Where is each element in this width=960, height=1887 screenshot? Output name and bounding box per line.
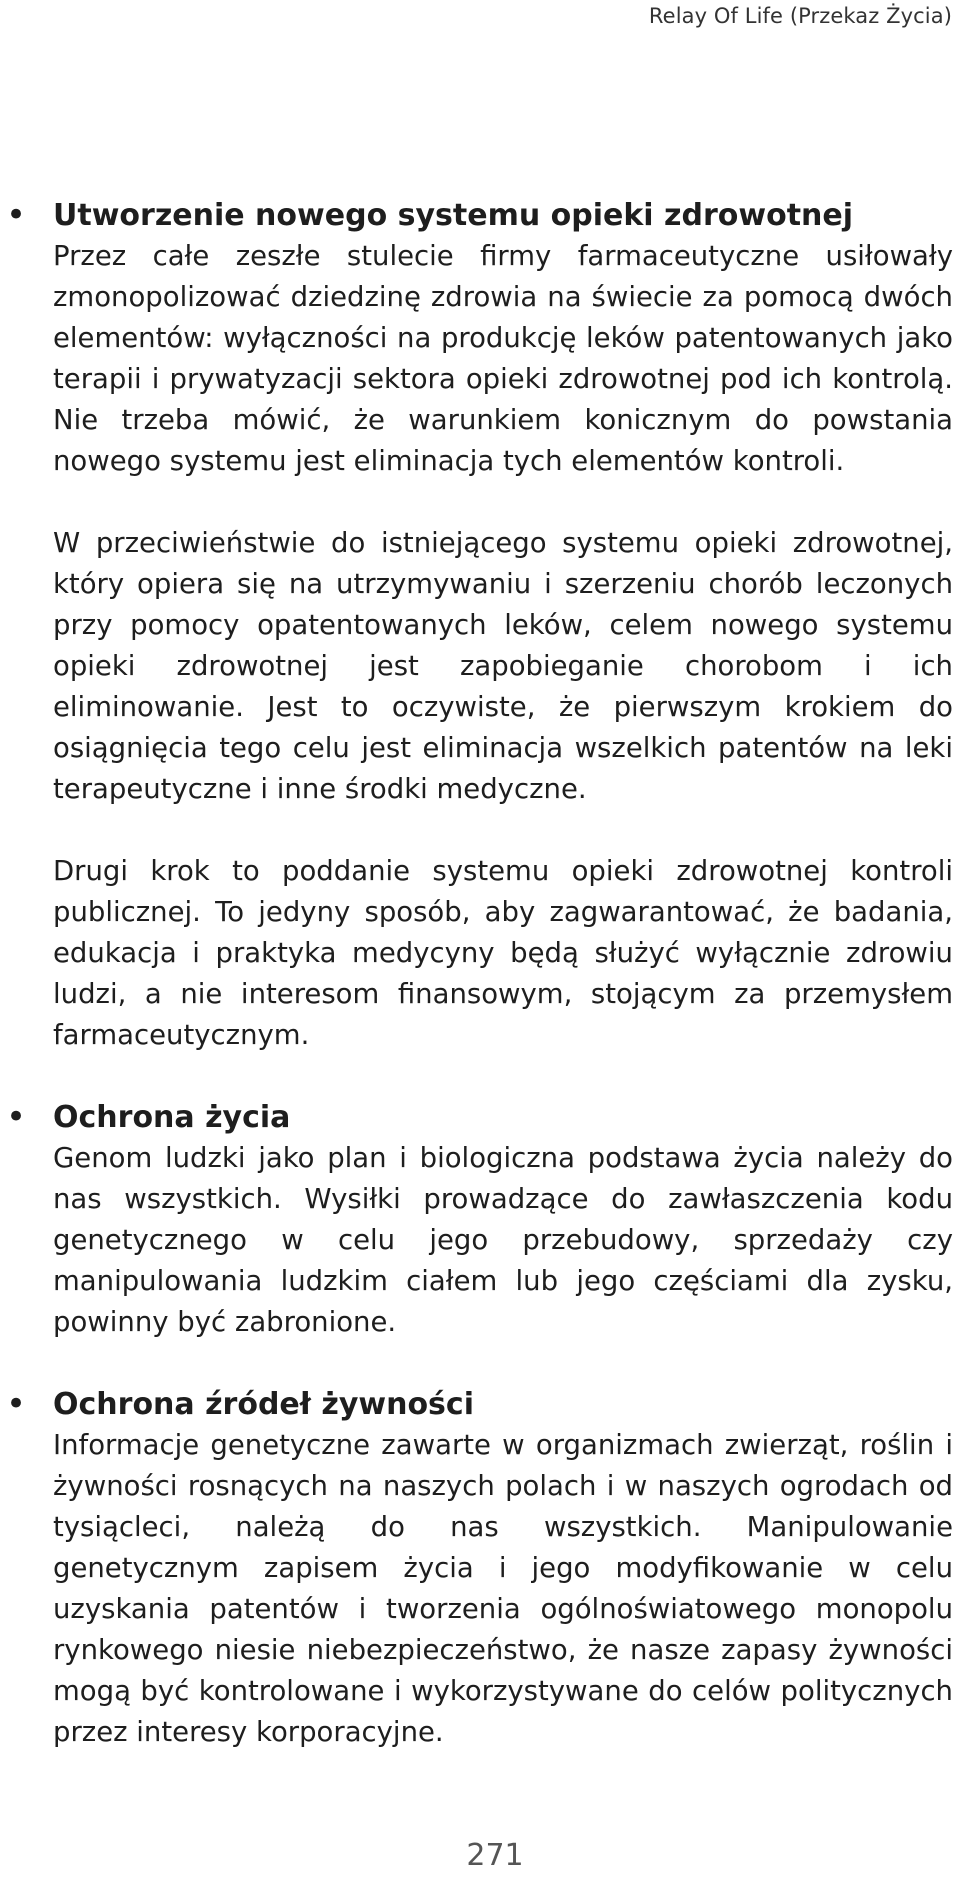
section-food-sources-protection <box>6 1384 953 1753</box>
paragraph: W przeciwieństwie do istniejącego systemu opieki zdrowotnej, który opiera się na utrzymywaniu i szerzeniu chorób leczonych przy pomocy opatentowanych leków, celem nowego systemu opieki zdrowotnej jest zapobieganie chorobom i ich eliminowanie. Jest to oczywiste, że pierwszym krokiem do osiągnięcia tego celu jest eliminacja wszelkich patentów na leki terapeutyczne i inne środki medyczne. <box>53 527 953 805</box>
bullet-icon: • <box>6 195 27 235</box>
running-header: Relay Of Life (Przekaz Życia) <box>648 4 952 28</box>
section-title: Ochrona życia <box>53 1100 291 1135</box>
paragraph: Informacje genetyczne zawarte w organizmach zwierząt, roślin i żywności rosnących na naszych polach i w naszych ogrodach od tysiącleci, należą do nas wszystkich. Manipulowanie genetycznym zapisem życia i jego modyfikowanie w celu uzyskania patentów i tworzenia ogólnoświatowego monopolu rynkowego niesie niebezpieczeństwo, że nasze zapasy żywności mogą być kontrolowane i wykorzystywane do celów politycznych przez interesy korporacyjne. <box>53 1429 953 1748</box>
section-protection-of-life <box>6 1097 953 1343</box>
paragraph: Przez całe zeszłe stulecie firmy farmaceutyczne usiłowały zmonopolizować dziedzinę zdrowia na świecie za pomocą dwóch elementów: wyłączności na produkcję leków patentowanych jako terapii i prywatyzacji sektora opieki zdrowotnej pod ich kontrolą. Nie trzeba mówić, że warunkiem konicznym do powstania nowego systemu jest eliminacja tych elementów kontroli. <box>53 240 953 477</box>
page-content <box>6 195 953 1794</box>
paragraph: Genom ludzki jako plan i biologiczna podstawa życia należy do nas wszystkich. Wysiłki prowadzące do zawłaszczenia kodu genetycznego w celu jego przebudowy, sprzedaży czy manipulowania ludzkim ciałem lub jego częściami dla zysku, powinny być zabronione. <box>53 1142 953 1338</box>
page-number: 271 <box>466 1838 524 1873</box>
section-new-healthcare-system <box>6 195 953 1056</box>
bullet-icon: • <box>6 1384 27 1424</box>
bullet-icon: • <box>6 1097 27 1137</box>
section-title: Ochrona źródeł żywności <box>53 1387 474 1422</box>
section-title: Utworzenie nowego systemu opieki zdrowotnej <box>53 198 854 233</box>
paragraph: Drugi krok to poddanie systemu opieki zdrowotnej kontroli publicznej. To jedyny sposób, aby zagwarantować, że badania, edukacja i praktyka medycyny będą służyć wyłącznie zdrowiu ludzi, a nie interesom finansowym, stojącym za przemysłem farmaceutycznym. <box>53 855 953 1051</box>
